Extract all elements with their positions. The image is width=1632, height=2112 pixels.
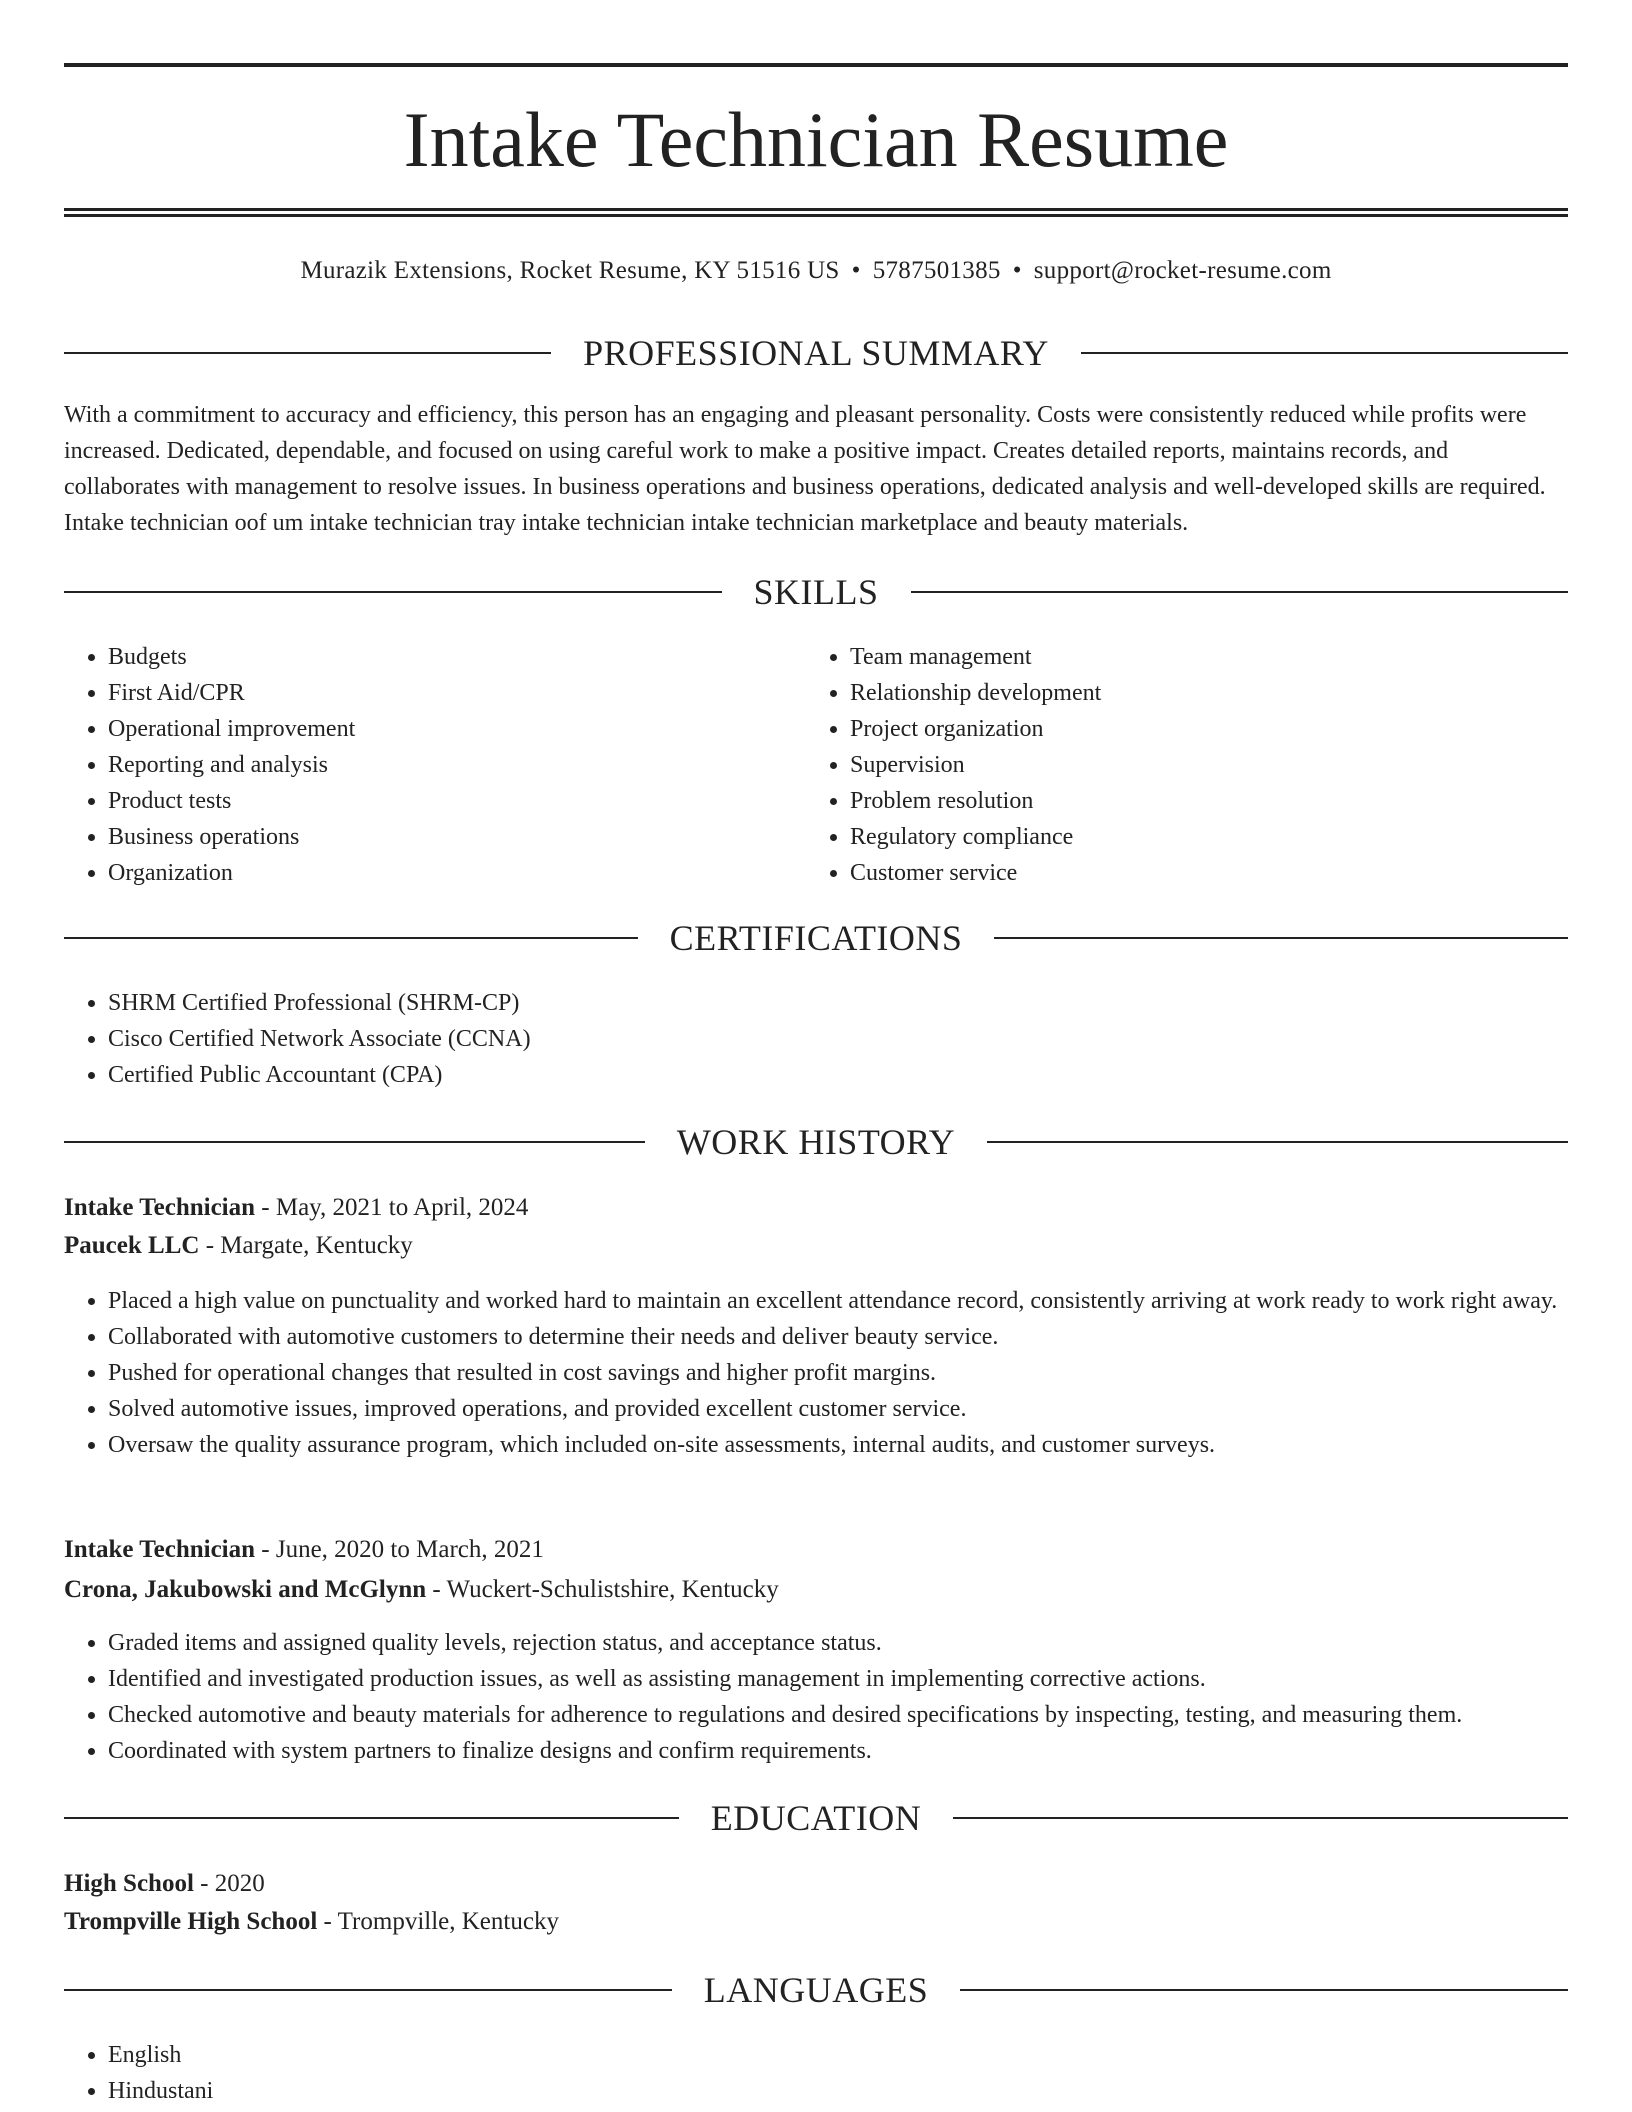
skills-list-right <box>806 639 1550 891</box>
skill-item: • Customer service <box>850 855 1550 891</box>
summary-title: PROFESSIONAL SUMMARY <box>583 333 1049 373</box>
skill-item: • Relationship development <box>850 675 1550 711</box>
job-1-company-line <box>64 1228 1568 1264</box>
education-school-line <box>64 1904 1568 1940</box>
job-2-role-line <box>64 1532 1568 1568</box>
contact-phone: 5787501385 <box>872 257 1001 284</box>
education-school: Trompville High School <box>64 1908 318 1935</box>
job-2-bullets <box>64 1625 1568 1769</box>
heading-rule <box>64 352 551 354</box>
certification-item: • SHRM Certified Professional (SHRM-CP) <box>108 985 1508 1021</box>
job-bullet: • Checked automotive and beauty materials for adherence to regulations and desired specifications by inspecting, testing, and measuring them. <box>108 1697 1568 1733</box>
skill-item: • First Aid/CPR <box>108 675 788 711</box>
contact-separator: • <box>851 257 861 284</box>
top-rule <box>64 63 1568 67</box>
heading-rule <box>64 937 638 939</box>
heading-rule <box>64 1989 672 1991</box>
job-dates: - June, 2020 to March, 2021 <box>255 1536 544 1563</box>
job-bullet: • Coordinated with system partners to finalize designs and confirm requirements. <box>108 1733 1568 1769</box>
skill-item: • Business operations <box>108 819 788 855</box>
job-bullet: • Placed a high value on punctuality and worked hard to maintain an excellent attendance record, consistently arriving at work ready to work right away. <box>108 1283 1568 1319</box>
education-heading <box>64 1796 1568 1840</box>
education-title: EDUCATION <box>710 1798 922 1838</box>
certification-item: • Certified Public Accountant (CPA) <box>108 1057 1508 1093</box>
skill-item: • Problem resolution <box>850 783 1550 819</box>
job-role: Intake Technician <box>64 1194 256 1221</box>
skills-heading <box>64 570 1568 614</box>
skill-item: • Product tests <box>108 783 788 819</box>
skill-item: • Project organization <box>850 711 1550 747</box>
work-history-title: WORK HISTORY <box>676 1122 956 1162</box>
job-bullet: • Collaborated with automotive customers to determine their needs and deliver beauty service. <box>108 1319 1568 1355</box>
language-item: • Hindustani <box>108 2073 708 2109</box>
skill-item: • Regulatory compliance <box>850 819 1550 855</box>
heading-rule <box>953 1817 1568 1819</box>
skills-list-left <box>64 639 788 891</box>
job-bullet: • Graded items and assigned quality levels, rejection status, and acceptance status. <box>108 1625 1568 1661</box>
skill-item: • Team management <box>850 639 1550 675</box>
certifications-title: CERTIFICATIONS <box>669 918 963 958</box>
job-company: Crona, Jakubowski and McGlynn <box>64 1576 427 1603</box>
summary-heading <box>64 331 1568 375</box>
certification-item: • Cisco Certified Network Associate (CCNA) <box>108 1021 1508 1057</box>
education-degree: High School <box>64 1870 194 1897</box>
job-dates: - May, 2021 to April, 2024 <box>255 1194 529 1221</box>
heading-rule <box>64 591 722 593</box>
certifications-list <box>64 985 1508 1093</box>
skill-item: • Organization <box>108 855 788 891</box>
contact-email: support@rocket-resume.com <box>1033 257 1332 284</box>
heading-rule <box>64 1817 679 1819</box>
job-location: - Margate, Kentucky <box>199 1232 413 1259</box>
heading-rule <box>64 1141 645 1143</box>
contact-separator: • <box>1012 257 1022 284</box>
skill-item: • Operational improvement <box>108 711 788 747</box>
education-degree-line <box>64 1866 1568 1902</box>
languages-list <box>64 2037 708 2109</box>
job-bullet: • Solved automotive issues, improved operations, and provided excellent customer service. <box>108 1391 1568 1427</box>
languages-title: LANGUAGES <box>703 1970 929 2010</box>
job-bullet: • Pushed for operational changes that resulted in cost savings and higher profit margins. <box>108 1355 1568 1391</box>
heading-rule <box>911 591 1569 593</box>
education-location: - Trompville, Kentucky <box>317 1908 559 1935</box>
contact-line <box>64 254 1568 288</box>
contact-address: Murazik Extensions, Rocket Resume, KY 51516 US <box>300 257 840 284</box>
heading-rule <box>987 1141 1568 1143</box>
heading-rule <box>960 1989 1568 1991</box>
title-double-rule <box>64 208 1568 217</box>
job-1-bullets <box>64 1283 1568 1463</box>
summary-text: With a commitment to accuracy and efficiency, this person has an engaging and pleasant personality. Costs were consistently reduced while profits were increased. Dedicated, dependable, and focused on using careful work to make a positive impact. Creates detailed reports, maintains records, and collaborates with management to resolve issues. In business operations and business operations, dedicated analysis and well-developed skills are required. Intake technician oof um intake technician tray intake technician intake technician marketplace and beauty materials. <box>64 402 1546 536</box>
resume-title: Intake Technician Resume <box>403 96 1229 183</box>
heading-rule <box>994 937 1568 939</box>
skill-item: • Supervision <box>850 747 1550 783</box>
job-2-company-line <box>64 1572 1568 1608</box>
job-role: Intake Technician <box>64 1536 256 1563</box>
job-bullet: • Oversaw the quality assurance program, which included on-site assessments, internal audits, and customer surveys. <box>108 1427 1568 1463</box>
job-1-role-line <box>64 1190 1568 1226</box>
job-company: Paucek LLC <box>64 1232 200 1259</box>
skill-item: • Budgets <box>108 639 788 675</box>
heading-rule <box>1081 352 1568 354</box>
job-location: - Wuckert-Schulistshire, Kentucky <box>426 1576 779 1603</box>
skills-title: SKILLS <box>753 572 879 612</box>
education-year: - 2020 <box>193 1870 265 1897</box>
language-item: • English <box>108 2037 708 2073</box>
languages-heading <box>64 1968 1568 2012</box>
certifications-heading <box>64 916 1568 960</box>
skill-item: • Reporting and analysis <box>108 747 788 783</box>
work-history-heading <box>64 1120 1568 1164</box>
job-bullet: • Identified and investigated production issues, as well as assisting management in implementing corrective actions. <box>108 1661 1568 1697</box>
